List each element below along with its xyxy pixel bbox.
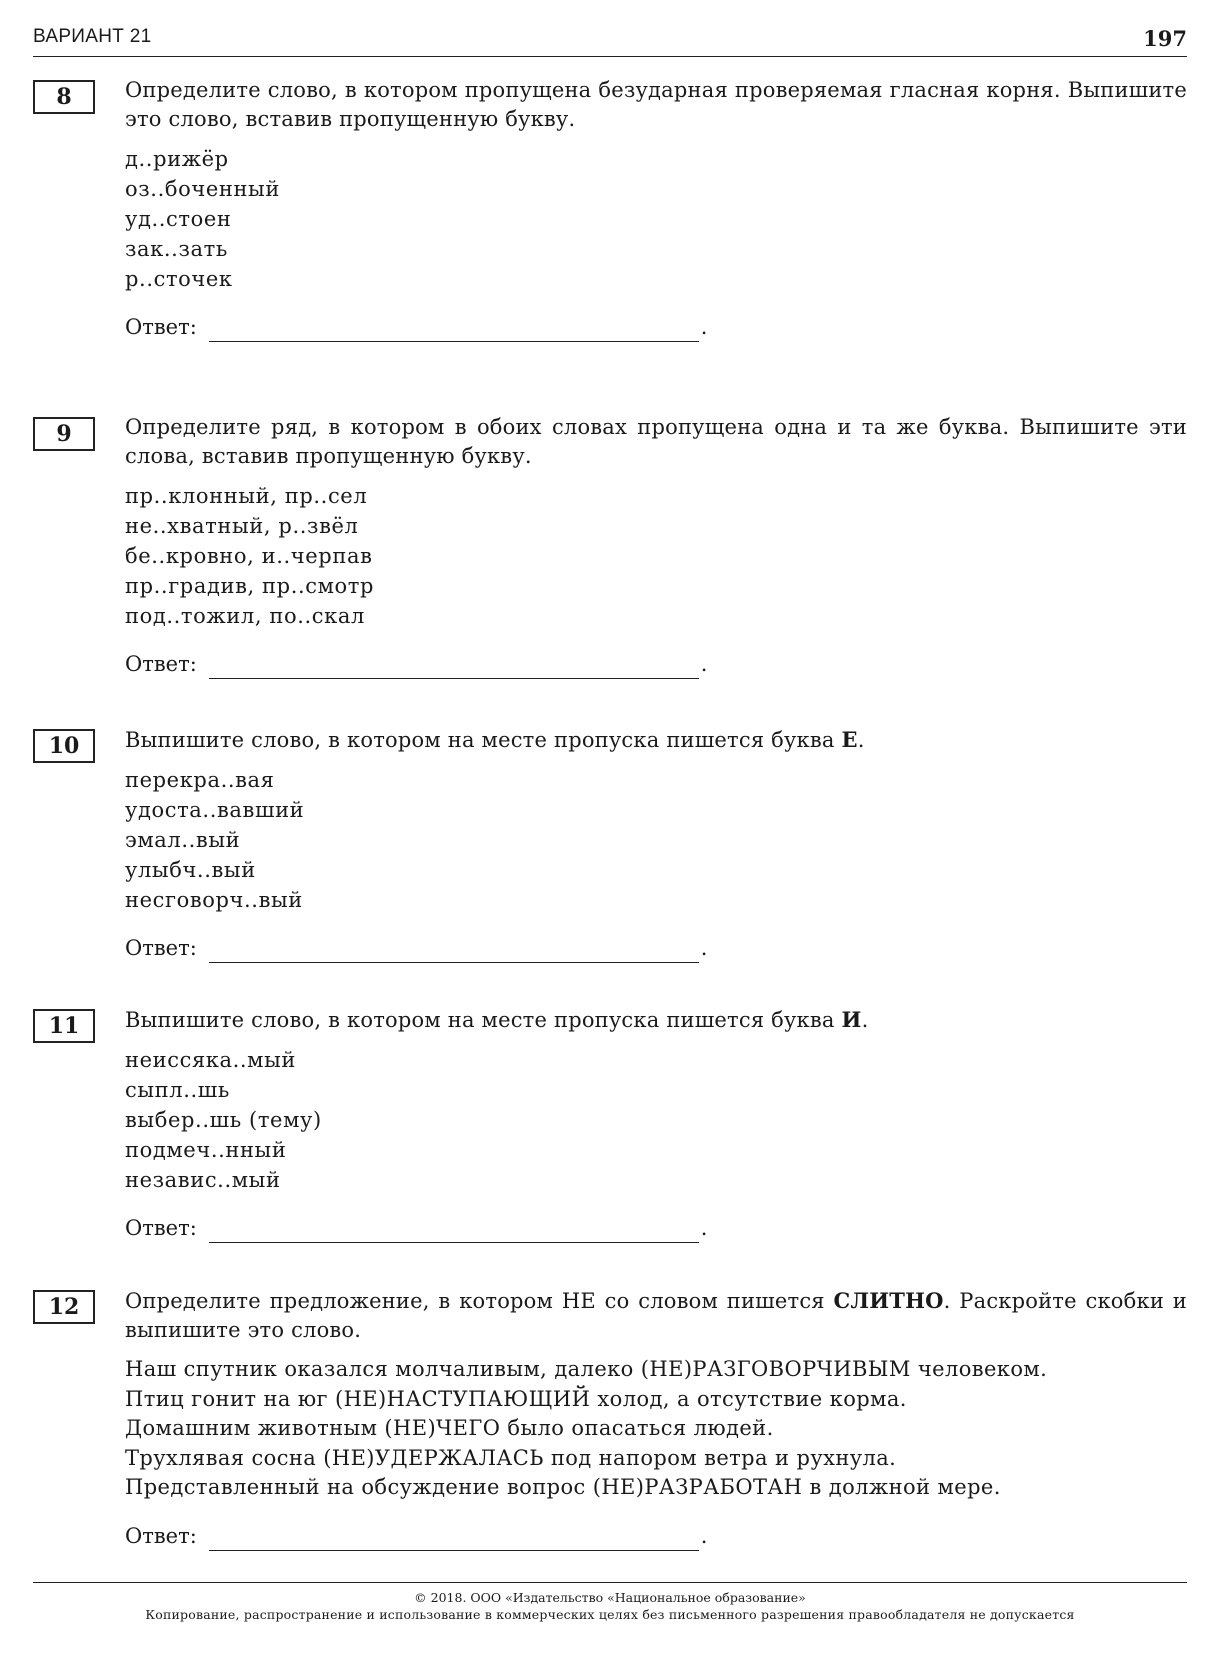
emphasis-word: СЛИТНО [833, 1288, 944, 1313]
answer-dot: . [700, 1523, 708, 1548]
sentence-item: Птиц гонит на юг (НЕ)НАСТУПАЮЩИЙ холод, а отсутствие корма. [125, 1386, 907, 1411]
sentence-item: Наш спутник оказался молчаливым, далеко (НЕ)РАЗГОВОРЧИВЫМ человеком. [125, 1357, 1048, 1381]
page-header [33, 24, 1187, 57]
option-item: независ..мый [125, 1168, 281, 1192]
task-number-box: 11 [33, 1009, 95, 1043]
answer-row [125, 649, 1187, 679]
answer-label: Ответ: [125, 1216, 197, 1240]
answer-label: Ответ: [125, 315, 197, 339]
answer-dot: . [700, 652, 708, 676]
option-item: эмал..вый [125, 828, 241, 852]
sentences-list [125, 1355, 1187, 1503]
answer-label: Ответ: [125, 652, 197, 676]
answer-dot: . [700, 1216, 708, 1240]
copyright-line: © 2018. ООО «Издательство «Национальное образование» [414, 1590, 806, 1605]
option-item: удоста..вавший [125, 798, 305, 822]
answer-row [125, 933, 1187, 963]
option-item: сыпл..шь [125, 1078, 230, 1102]
answer-row [125, 312, 1187, 342]
page-footer [33, 1582, 1187, 1622]
option-item: пр..клонный, пр..сел [125, 484, 368, 508]
answer-dot: . [700, 315, 708, 339]
option-item: р..сточек [125, 267, 233, 291]
copyright-notice: Копирование, распространение и использование в коммерческих целях без письменного разрешения правообладателя не допускается [145, 1607, 1075, 1622]
task-number-box: 12 [33, 1290, 95, 1324]
task-prompt: Определите ряд, в котором в обоих словах пропущена одна и та же буква. Выпишите эти слова, вставив пропущенную букву. [125, 415, 1187, 468]
option-item: зак..зать [125, 237, 228, 261]
answer-field[interactable] [209, 940, 699, 963]
answer-field[interactable] [209, 656, 699, 679]
option-item: д..рижёр [125, 147, 229, 171]
task-number-box: 9 [33, 417, 95, 451]
task-prompt: Определите слово, в котором пропущена безударная проверяемая гласная корня. Выпишите это слово, вставив пропущенную букву. [125, 78, 1187, 131]
task-number-box: 8 [33, 80, 95, 114]
task-prompt: Выпишите слово, в котором на месте пропуска пишется буква Е. [125, 727, 865, 752]
option-item: бе..кровно, и..черпав [125, 544, 373, 568]
option-item: подмеч..нный [125, 1138, 287, 1162]
option-item: неиссяка..мый [125, 1048, 297, 1072]
task-prompt: Выпишите слово, в котором на месте пропуска пишется буква И. [125, 1007, 869, 1032]
options-list [125, 144, 1187, 294]
sentence-item: Представленный на обсуждение вопрос (НЕ)РАЗРАБОТАН в должной мере. [125, 1475, 1001, 1499]
answer-field[interactable] [209, 1528, 699, 1551]
target-letter: Е [841, 727, 858, 752]
answer-label: Ответ: [125, 1523, 197, 1548]
answer-row [125, 1213, 1187, 1243]
option-item: перекра..вая [125, 768, 275, 792]
options-list [125, 1045, 1187, 1195]
answer-row [125, 1521, 1187, 1551]
task-number-box: 10 [33, 729, 95, 763]
answer-dot: . [700, 936, 708, 960]
answer-field[interactable] [209, 1220, 699, 1243]
option-item: улыбч..вый [125, 858, 256, 882]
sentence-item: Домашним животным (НЕ)ЧЕГО было опасаться людей. [125, 1416, 774, 1440]
task-prompt: Определите предложение, в котором НЕ со словом пишется СЛИТНО. Раскройте скобки и выпишите это слово. [125, 1288, 1187, 1342]
options-list [125, 481, 1187, 631]
options-list [125, 765, 1187, 915]
answer-label: Ответ: [125, 936, 197, 960]
page-number: 197 [1143, 26, 1187, 51]
target-letter: И [841, 1007, 862, 1032]
option-item: несговорч..вый [125, 888, 303, 912]
sentence-item: Трухлявая сосна (НЕ)УДЕРЖАЛАСЬ под напором ветра и рухнула. [125, 1445, 897, 1470]
option-item: уд..стоен [125, 207, 232, 231]
variant-title: ВАРИАНТ 21 [33, 26, 152, 47]
option-item: не..хватный, р..звёл [125, 514, 359, 538]
option-item: выбер..шь (тему) [125, 1108, 322, 1132]
option-item: пр..градив, пр..смотр [125, 574, 375, 598]
answer-field[interactable] [209, 319, 699, 342]
option-item: под..тожил, по..скал [125, 604, 365, 628]
option-item: оз..боченный [125, 177, 280, 201]
